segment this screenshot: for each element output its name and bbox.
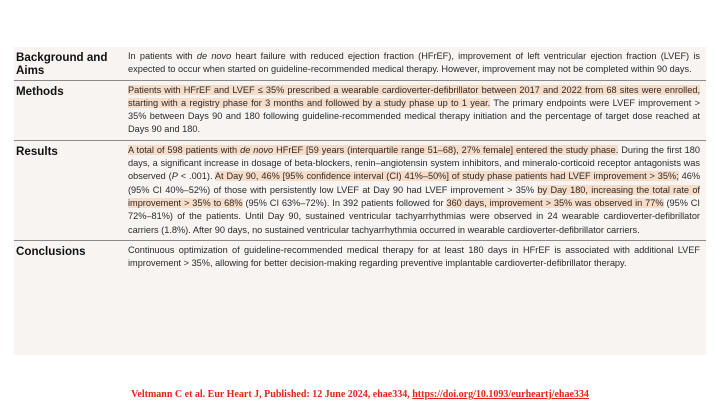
section-label: Conclusions	[16, 244, 86, 258]
highlighted-text: 360 days, improvement > 35% was observed in 77%	[446, 197, 664, 208]
body-text: heart failure with reduced ejection fraction (HFrEF), improvement of left ventricular ejection fraction (LVEF) is expected to occur when started on guideline-recommended medical therapy. However, improvement may not be completed within 90 days.	[128, 51, 700, 75]
section-methods	[14, 80, 706, 140]
section-results	[14, 140, 706, 240]
body-text: (95% CI 63%–72%). In 392 patients followed for	[242, 197, 447, 208]
body-text: The primary endpoints were LVEF improvement > 35% between Days 90 and 180 following guideline-recommended medical therapy initiation and the percentage of target dose reached at Days 90 and 180.	[128, 97, 700, 135]
body-text: During the first 180 days, a significant increase in dosage of beta-blockers, renin–angiotensin system inhibitors, and mineralo-corticoid receptor antagonists was observed (	[128, 144, 700, 182]
body-text: de novo	[196, 51, 232, 61]
highlighted-text: At Day 90, 46% [95% confidence interval (CI) 41%–50%] of study phase patients had LVEF improvement > 35%;	[214, 171, 679, 182]
section-label: Background and Aims	[16, 51, 108, 77]
body-text: (95% CI 72%–81%) of the patients. Until Day 90, sustained ventricular tachyarrhythmias were observed in 24 wearable cardioverter-defibrillator carriers (1.8%). After 90 days, no sustained ventricular tachyarrhythmia occurred in wearable cardioverter-defibrillator carriers.	[128, 197, 700, 235]
highlighted-text: A total of 598 patients with	[128, 144, 241, 155]
section-label: Methods	[16, 84, 64, 98]
highlighted-text: de novo	[240, 144, 274, 155]
section-background	[14, 47, 706, 80]
highlighted-text: HFrEF [59 years (interquartile range 51–68), 27% female] entered the study phase.	[273, 144, 619, 155]
citation	[0, 389, 720, 400]
highlighted-text: by Day 180, increasing the total rate of improvement > 35% to 68%	[128, 184, 700, 208]
body-text: < .001).	[177, 171, 215, 182]
body-text: P	[171, 171, 178, 182]
body-text: 46% (95% CI 40%–52%) of those with persistently low LVEF at Day 90 had LVEF improvement > 35%	[128, 171, 700, 195]
section-label: Results	[16, 144, 58, 158]
abstract-panel	[14, 47, 706, 355]
section-text	[126, 47, 706, 80]
section-text	[126, 81, 706, 140]
body-text: Continuous optimization of guideline-recommended medical therapy for at least 180 days in HFrEF is associated with additional LVEF improvement > 35%, allowing for better decision-making regarding preventive implantable cardioverter-defibrillator therapy.	[128, 244, 700, 269]
section-conclusions	[14, 240, 706, 274]
section-text	[126, 241, 706, 274]
highlighted-text: Patients with HFrEF and LVEF ≤ 35% prescribed a wearable cardioverter-defibrillator between 2017 and 2022 from 68 sites were enrolled, starting with a registry phase for 3 months and followed by a study phase up to 1 year.	[128, 84, 700, 108]
section-text	[126, 141, 706, 240]
citation-text: Veltmann C et al. Eur Heart J, Published: 12 June 2024, ehae334,	[131, 389, 413, 400]
body-text: In patients with	[128, 51, 197, 61]
doi-link[interactable]: https://doi.org/10.1093/eurheartj/ehae334	[412, 389, 589, 400]
